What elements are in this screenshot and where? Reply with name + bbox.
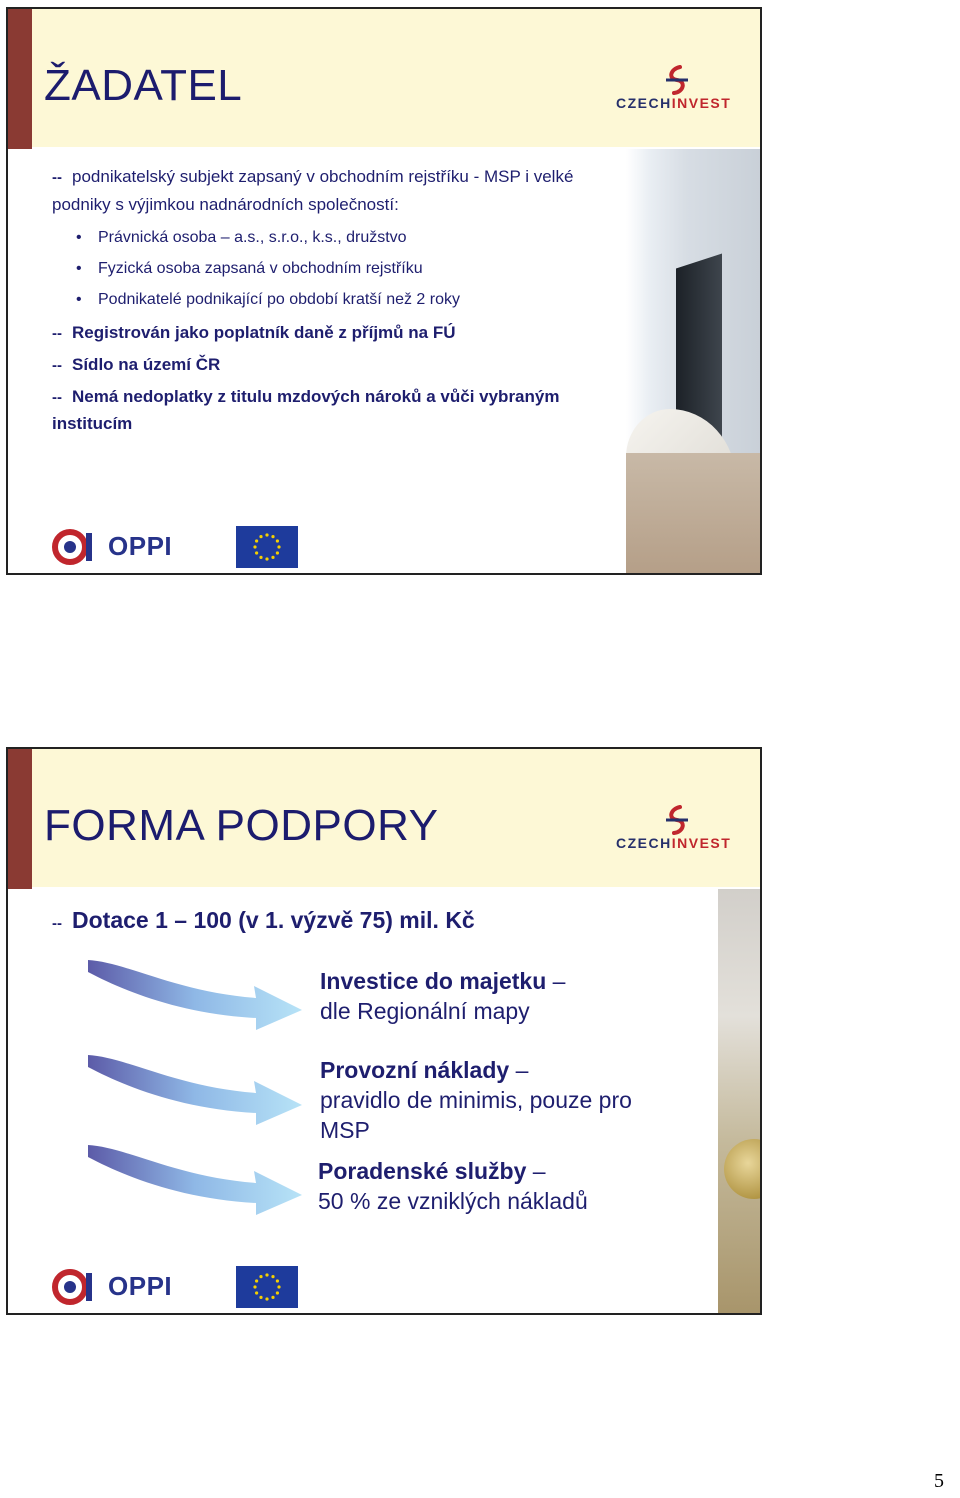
slide-title: FORMA PODPORY: [44, 801, 439, 850]
accent-strip: [8, 9, 32, 573]
czechinvest-logo: [616, 65, 736, 111]
sub-item-legal-entity: • Právnická osoba – a.s., s.r.o., k.s., družstvo: [76, 229, 407, 246]
logo-text-right: INVEST: [671, 95, 732, 111]
support-consulting: Poradenské služby – 50 % ze vzniklých nákladů: [318, 1158, 588, 1214]
oppi-text: OPPI: [108, 1271, 173, 1301]
oppi-text: OPPI: [108, 531, 173, 561]
criterion-business-entity: -- podnikatelský subjekt zapsaný v obchodním rejstříku - MSP i velké: [52, 167, 574, 186]
subsidy-range: -- Dotace 1 – 100 (v 1. výzvě 75) mil. Kč: [52, 907, 475, 933]
oppi-mark-icon: [52, 1265, 94, 1309]
coins-photo: [718, 889, 760, 1313]
criterion-business-entity-cont: podniky s výjimkou nadnárodních společností:: [52, 195, 399, 214]
accent-strip: [8, 749, 32, 1313]
arrow-icon: [86, 1137, 306, 1217]
oppi-logo: [52, 1265, 182, 1309]
criterion-no-arrears: -- Nemá nedoplatky z titulu mzdových nároků a vůči vybraným: [52, 387, 560, 406]
oppi-logo: [52, 525, 182, 569]
criterion-tax-registration: -- Registrován jako poplatník daně z příjmů na FÚ: [52, 323, 456, 342]
page-number: 5: [934, 1470, 944, 1492]
eu-flag-icon: [236, 526, 298, 568]
criterion-no-arrears-cont: institucím: [52, 414, 133, 433]
arrow-icon: [86, 952, 306, 1032]
czechinvest-symbol-icon: [664, 65, 690, 95]
support-operating-costs: Provozní náklady – pravidlo de minimis, pouze pro MSP: [320, 1057, 632, 1143]
logo-text-right: INVEST: [671, 835, 732, 851]
sub-item-natural-person: • Fyzická osoba zapsaná v obchodním rejstříku: [76, 260, 423, 277]
czechinvest-symbol-icon: [664, 805, 690, 835]
dash-marker: --: [52, 169, 62, 186]
support-investment: Investice do majetku – dle Regionální mapy: [320, 968, 566, 1024]
oppi-mark-icon: [52, 525, 94, 569]
eu-flag-icon: [236, 1266, 298, 1308]
slide-title: ŽADATEL: [44, 61, 243, 110]
arrow-icon: [86, 1047, 306, 1127]
criterion-seat: -- Sídlo na území ČR: [52, 355, 221, 374]
slide-support-form: [6, 747, 762, 1315]
sub-item-new-business: • Podnikatelé podnikající po období kratší než 2 roky: [76, 291, 460, 308]
logo-text-left: CZECH: [616, 835, 672, 851]
czechinvest-logo: [616, 805, 736, 851]
logo-text-left: CZECH: [616, 95, 672, 111]
slide-applicant: [6, 7, 762, 575]
office-photo: [626, 149, 760, 573]
